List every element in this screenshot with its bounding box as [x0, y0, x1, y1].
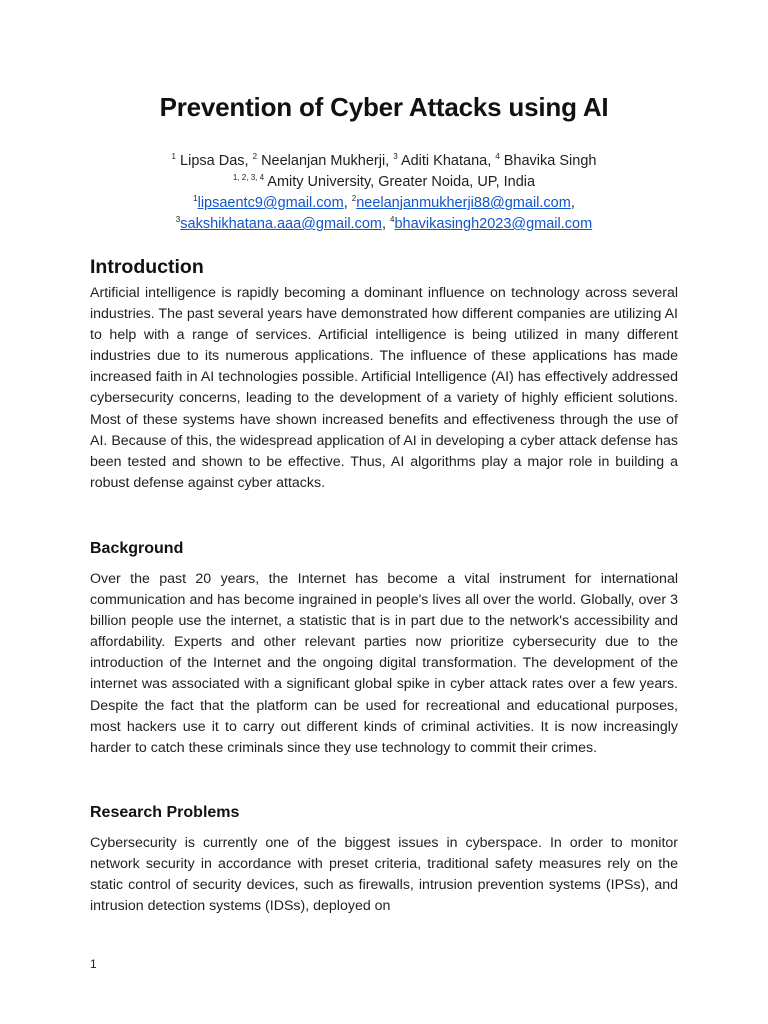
author-name: Aditi Khatana, — [400, 153, 492, 169]
email-separator: , — [570, 195, 575, 211]
research-problems-paragraph: Cybersecurity is currently one of the biggest issues in cyberspace. In order to monitor network security in accordance with preset criteria, traditional safety measures rely on the static control of security devices, such as firewalls, intrusion prevention systems (IPSs), and intrusion detection systems (IDSs), deployed on — [90, 835, 678, 915]
author-sup: 3 — [393, 152, 398, 161]
research-problems-heading: Research Problems — [90, 804, 240, 821]
author-name: Bhavika Singh — [503, 153, 597, 169]
affiliation-sup: 1, 2, 3, 4 — [232, 173, 265, 182]
email-link[interactable]: neelanjanmukherji88@gmail.com — [356, 195, 571, 211]
author-names — [90, 151, 678, 172]
background-heading: Background — [90, 540, 184, 557]
email-sup: 1 — [193, 194, 198, 203]
email-link[interactable]: bhavikasingh2023@gmail.com — [394, 216, 593, 232]
email-sup: 3 — [175, 215, 181, 224]
author-name: Neelanjan Mukherji, — [261, 153, 390, 169]
author-sup: 4 — [495, 152, 500, 161]
email-line-2 — [90, 214, 678, 235]
affiliation-text: Amity University, Greater Noida, UP, India — [267, 174, 536, 190]
introduction-paragraph: Artificial intelligence is rapidly becoming a dominant influence on technology across several industries. The past several years have demonstrated how different companies are utilizing AI to help with a range of services. Artificial intelligence is being utilized in many different industries due to its numerous applications. The influence of these applications has made increased faith in AI technologies possible. Artificial Intelligence (AI) has effectively addressed cybersecurity concerns, leading to the development of a variety of highly efficient solutions. Most of these systems have shown increased benefits and effectiveness through the use of AI. Because of this, the widespread application of AI in developing a cyber attack defense has been tested and shown to be effective. Thus, AI algorithms play a major role in building a robust defense against cyber attacks. — [90, 285, 678, 491]
email-separator: , — [381, 216, 386, 232]
author-name: Lipsa Das, — [180, 153, 249, 169]
email-separator: , — [343, 195, 348, 211]
paper-title: Prevention of Cyber Attacks using AI — [159, 92, 609, 122]
author-sup: 1 — [171, 152, 176, 161]
author-sup: 2 — [252, 152, 258, 161]
email-link[interactable]: sakshikhatana.aaa@gmail.com — [180, 216, 382, 232]
email-sup: 4 — [390, 215, 395, 224]
email-link[interactable]: lipsaentc9@gmail.com — [197, 195, 344, 211]
email-sup: 2 — [351, 194, 357, 203]
affiliation — [90, 172, 678, 193]
introduction-heading: Introduction — [90, 256, 204, 278]
background-paragraph: Over the past 20 years, the Internet has become a vital instrument for international communication and has become ingrained in people's lives all over the world. Globally, over 3 billion people use the internet, a statistic that is in part due to the network's accessibility and affordability. Experts and other relevant parties now prioritize cybersecurity due to the introduction of the Internet and the ongoing digital transformation. The development of the internet was associated with a significant global spike in cyber attack rates over a few years. Despite the fact that the platform can be used for recreational and educational purposes, most hackers use it to carry out different kinds of criminal activities. It is now increasingly harder to catch these criminals since they use technology to commit their crimes. — [90, 571, 678, 756]
email-line-1 — [90, 193, 678, 214]
page-number: 1 — [90, 957, 97, 971]
author-block — [90, 151, 678, 235]
